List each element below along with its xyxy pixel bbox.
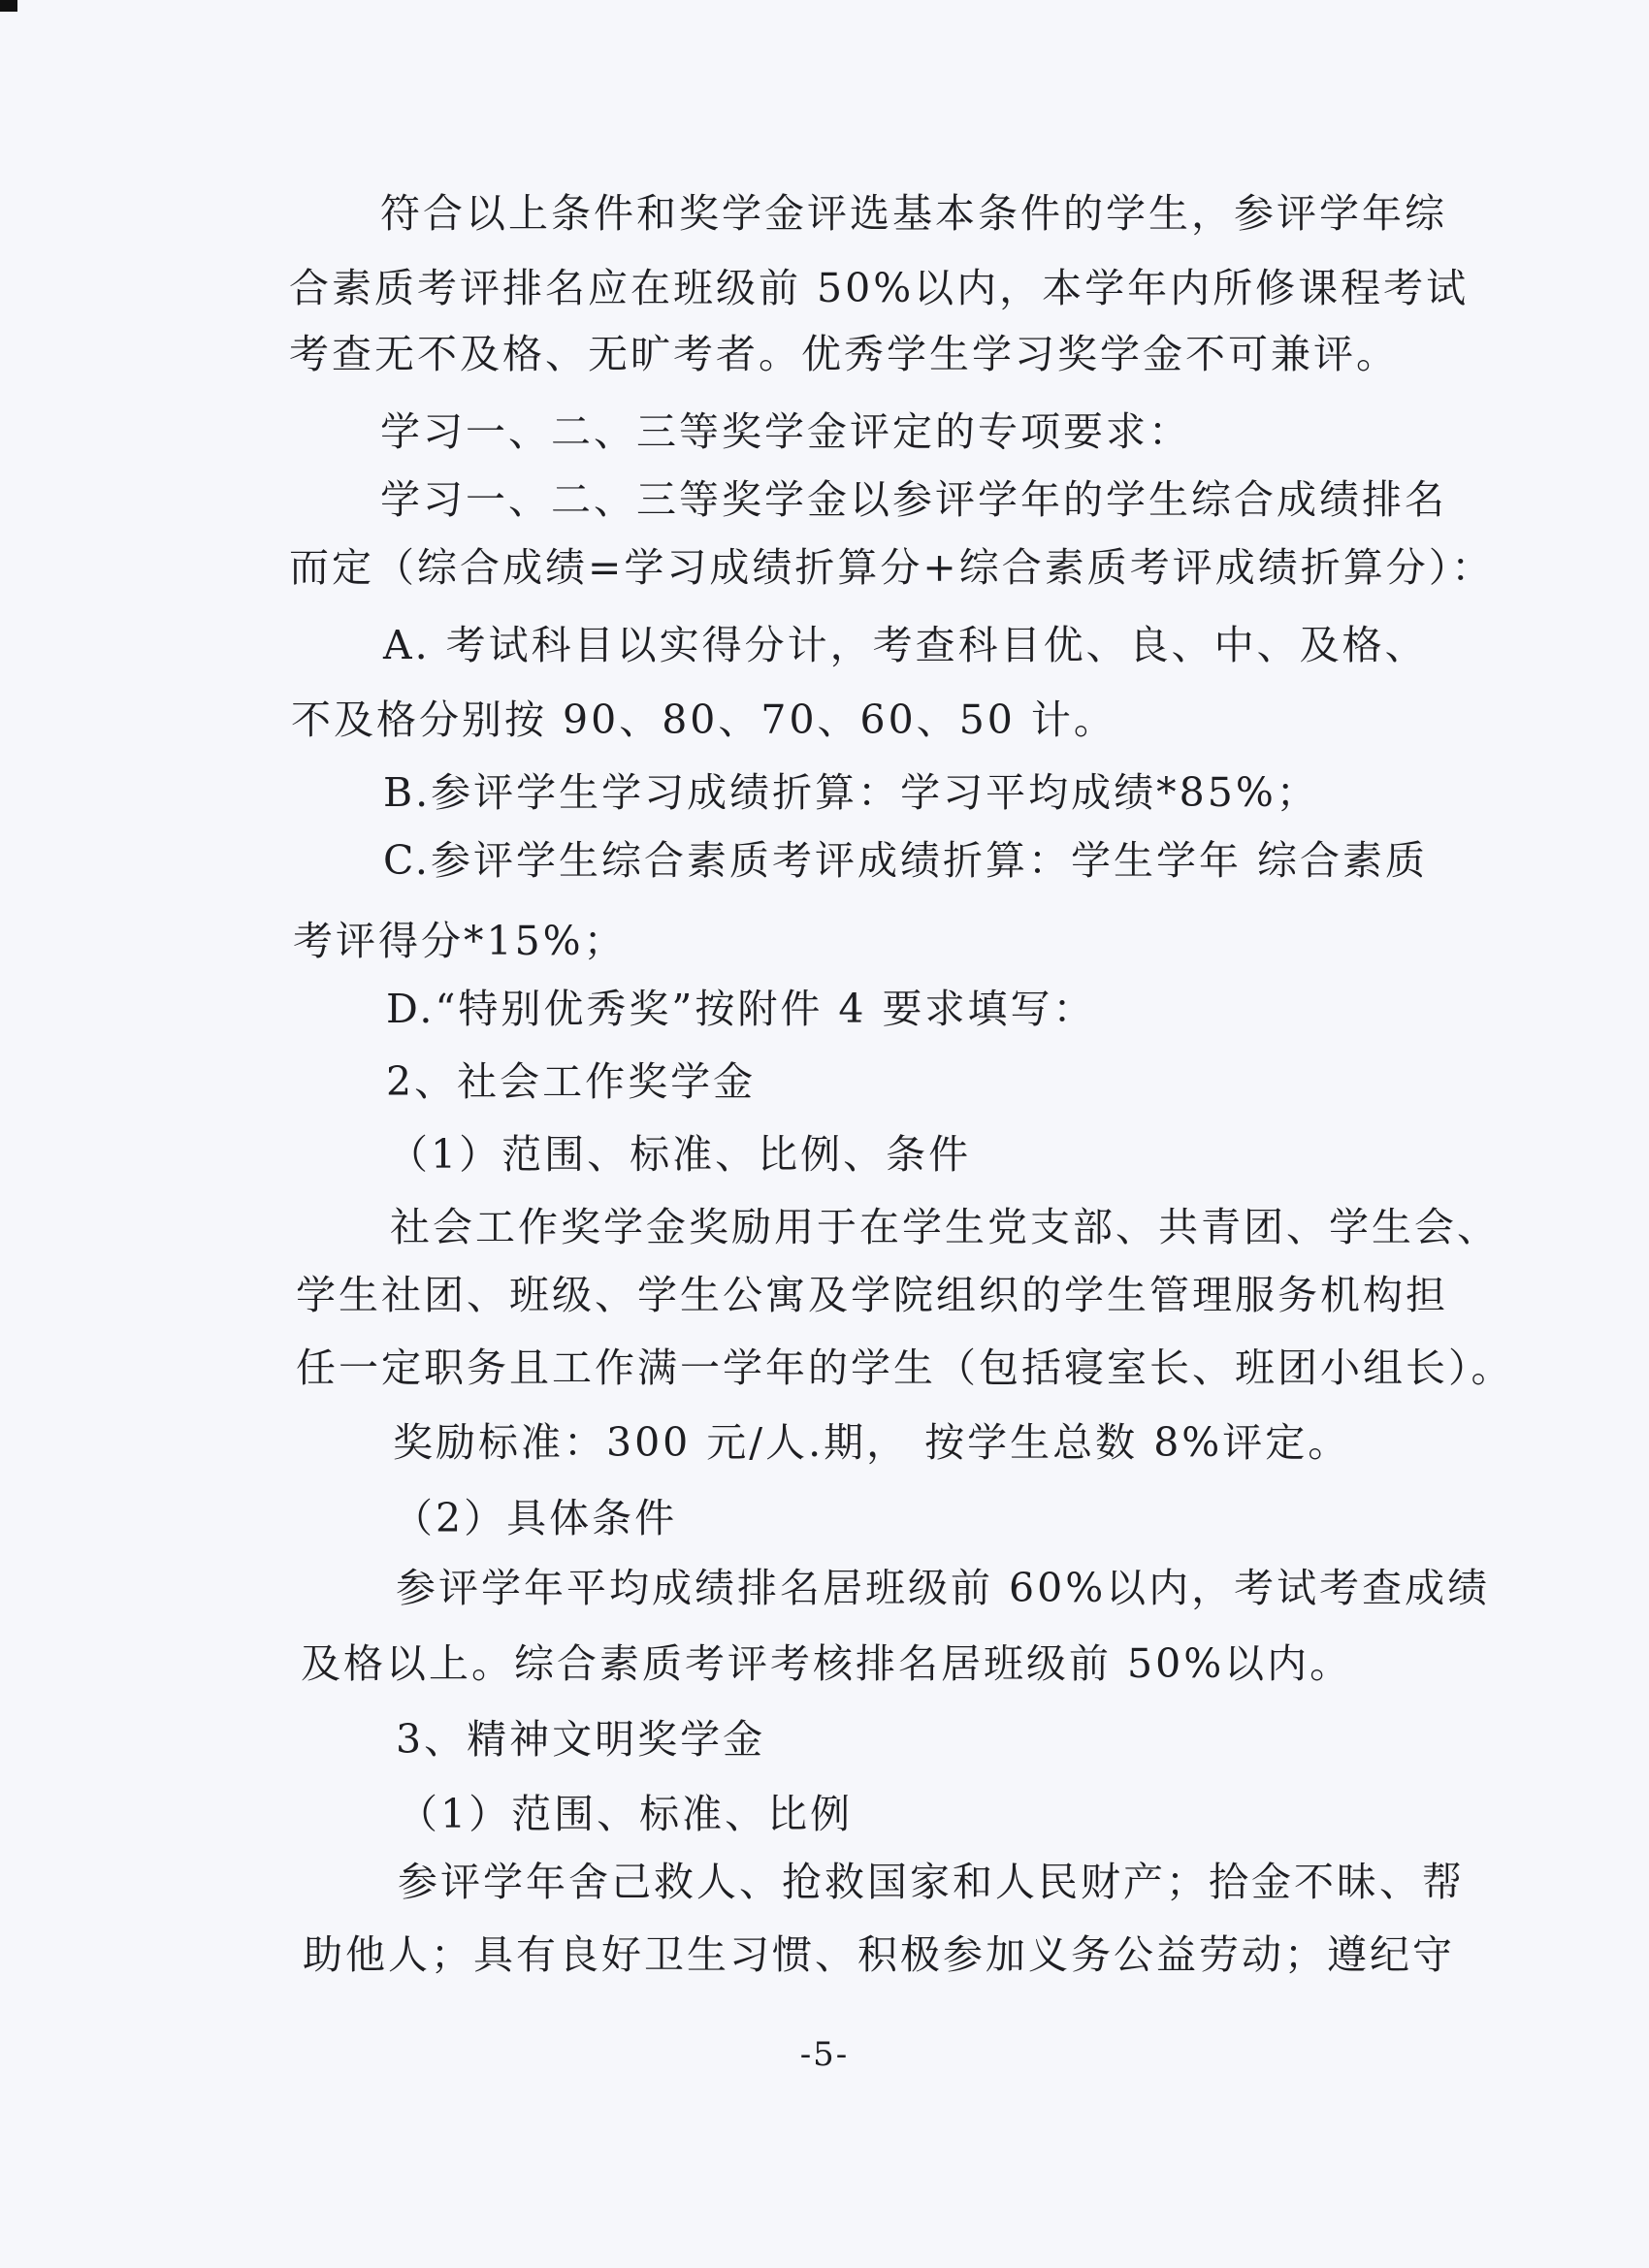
text-line: （1）范围、标准、比例、条件 [388,1131,972,1178]
text-line: 参评学年平均成绩排名居班级前 60%以内，考试考查成绩 [396,1565,1491,1611]
text-line: （1）范围、标准、比例 [398,1791,854,1837]
text-line: A. 考试科目以实得分计，考查科目优、良、中、及格、 [383,622,1428,668]
text-line: 社会工作奖学金奖励用于在学生党支部、共青团、学生会、 [390,1204,1500,1250]
text-line: 考查无不及格、无旷考者。优秀学生学习奖学金不可兼评。 [289,331,1399,377]
text-line: 学生社团、班级、学生公寓及学院组织的学生管理服务机构担 [296,1272,1448,1318]
text-line: 学习一、二、三等奖学金以参评学年的学生综合成绩排名 [380,476,1447,523]
text-line: D.“特别优秀奖”按附件 4 要求填写： [386,986,1096,1032]
text-line: 而定（综合成绩=学习成绩折算分+综合素质考评成绩折算分）： [289,544,1495,591]
text-line: 合素质考评排名应在班级前 50%以内，本学年内所修课程考试 [289,265,1470,311]
text-line: （2）具体条件 [393,1495,678,1541]
text-line: B.参评学生学习成绩折算：学习平均成绩*85%； [383,769,1319,816]
text-line: 奖励标准：300 元/人.期， 按学生总数 8%评定。 [393,1419,1351,1466]
text-line: 助他人；具有良好卫生习惯、积极参加义务公益劳动；遵纪守 [303,1931,1455,1978]
text-line: 及格以上。综合素质考评考核排名居班级前 50%以内。 [301,1640,1353,1687]
text-line: C.参评学生综合素质考评成绩折算：学生学年 综合素质 [383,837,1428,884]
text-line: 参评学年舍己救人、抢救国家和人民财产；拾金不昧、帮 [398,1859,1465,1905]
text-line: 任一定职务且工作满一学年的学生（包括寝室长、班团小组长）。 [296,1345,1514,1391]
text-line: 不及格分别按 90、80、70、60、50 计。 [291,697,1116,743]
text-line: 考评得分*15%； [293,918,627,964]
text-line: 3、精神文明奖学金 [396,1716,766,1763]
text-line: 学习一、二、三等奖学金评定的专项要求： [380,408,1191,455]
text-line: 符合以上条件和奖学金评选基本条件的学生，参评学年综 [380,190,1447,237]
page-number: -5- [799,2035,850,2074]
text-line: 2、社会工作奖学金 [386,1058,757,1105]
